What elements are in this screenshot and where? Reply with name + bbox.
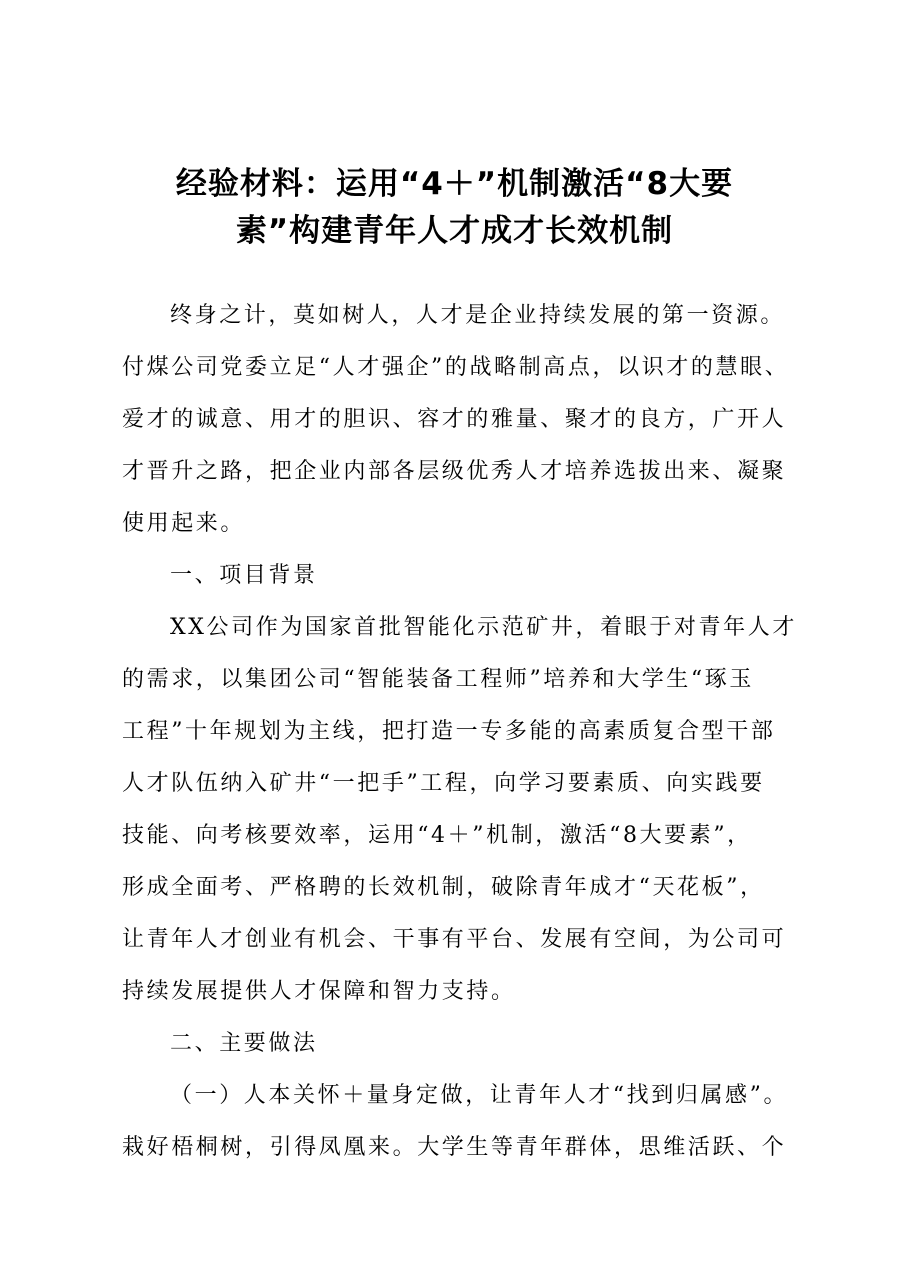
paragraph-line: 使用起来。 <box>122 511 246 536</box>
paragraph-line: 终身之计，莫如树人，人才是企业持续发展的第一资源。 <box>170 303 786 328</box>
paragraph-line: 爱才的诚意、用才的胆识、容才的雅量、聚才的良方，广开人 <box>122 407 787 432</box>
document-title-line-2: 素”构建青年人才成才长效机制 <box>235 213 674 249</box>
document-title-line-1: 经验材料：运用“4＋”机制激活“8大要 <box>175 166 734 202</box>
paragraph-line: 付煤公司党委立足“人才强企”的战略制高点，以识才的慧眼、 <box>122 355 790 380</box>
document-body <box>122 290 812 1174</box>
paragraph-line: 技能、向考核要效率，运用“4＋”机制，激活“8大要素”， <box>122 823 752 848</box>
paragraph-line: 形成全面考、严格聘的长效机制，破除青年成才“天花板”， <box>122 875 765 900</box>
section-heading: 二、主要做法 <box>170 1031 318 1056</box>
paragraph-line: 的需求，以集团公司“智能装备工程师”培养和大学生“琢玉 <box>122 667 754 692</box>
paragraph-line: 人才队伍纳入矿井“一把手”工程，向学习要素质、向实践要 <box>122 771 765 796</box>
paragraph-line: 才晋升之路，把企业内部各层级优秀人才培养选拔出来、凝聚 <box>122 459 787 484</box>
paragraph-line: 让青年人才创业有机会、干事有平台、发展有空间，为公司可 <box>122 927 787 952</box>
paragraph-line: XX公司作为国家首批智能化示范矿井，着眼于对青年人才 <box>170 615 797 640</box>
paragraph-line: 持续发展提供人才保障和智力支持。 <box>122 979 516 1004</box>
paragraph-line: 栽好梧桐树，引得凤凰来。大学生等青年群体，思维活跃、个 <box>122 1135 787 1160</box>
section-heading: 一、项目背景 <box>170 563 318 588</box>
subsection-heading: （一）人本关怀＋量身定做，让青年人才“找到归属感”。 <box>170 1083 789 1108</box>
paragraph-line: 工程”十年规划为主线，把打造一专多能的高素质复合型干部 <box>122 719 776 744</box>
